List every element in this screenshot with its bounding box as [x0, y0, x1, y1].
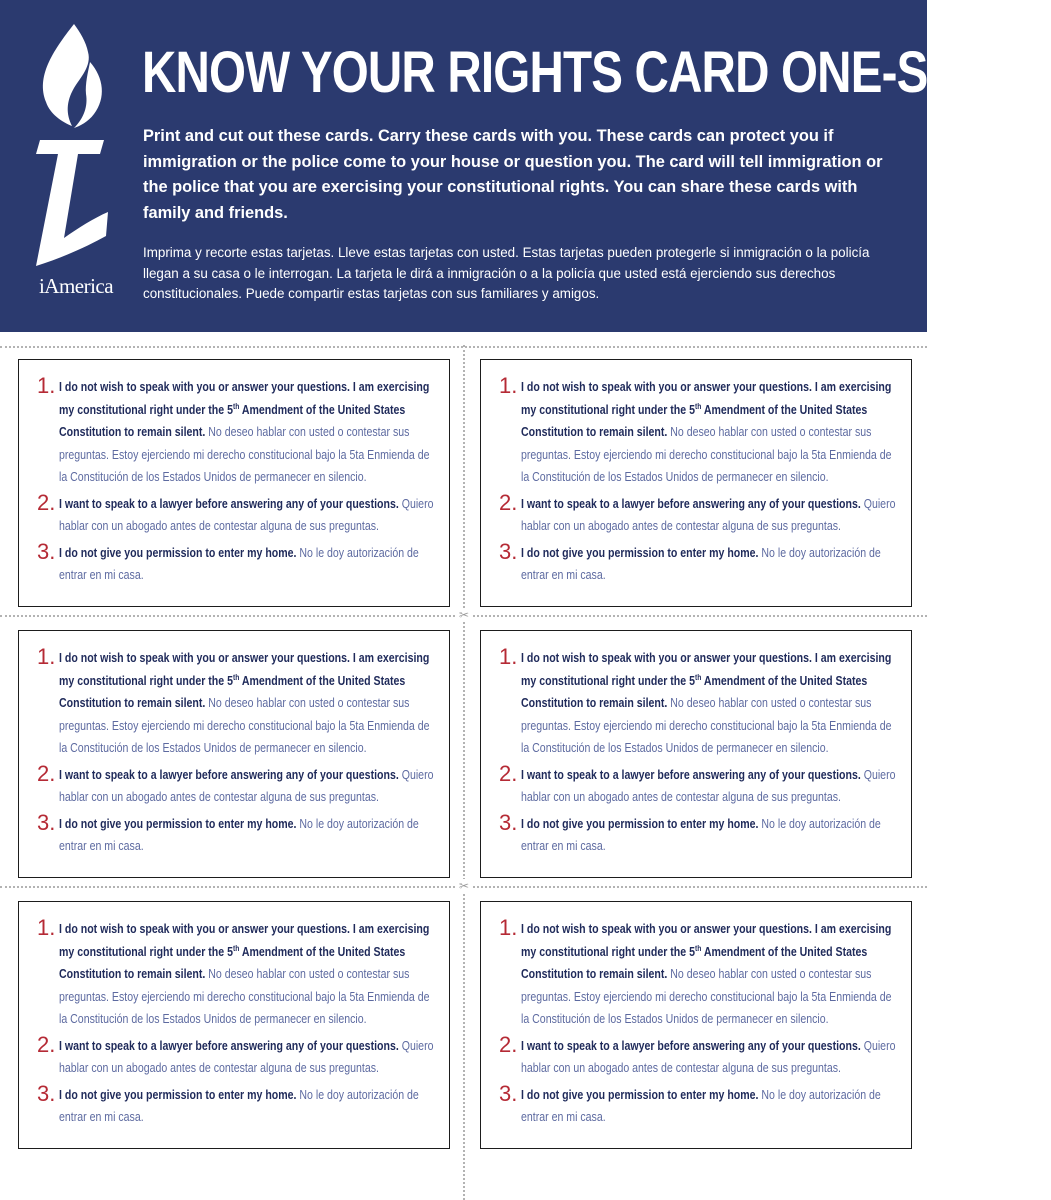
- card-item-3: [499, 538, 901, 587]
- card-item-2: [499, 1031, 901, 1080]
- spanish-text: No le doy autorización de entrar en mi casa.: [59, 545, 419, 582]
- item-number: 3.: [499, 809, 518, 835]
- scissors-icon: ✂: [456, 608, 472, 622]
- ordinal-suffix: th: [694, 401, 702, 411]
- page-title: KNOW YOUR RIGHTS CARD ONE-SHEET: [142, 40, 1051, 105]
- spanish-text: No le doy autorización de entrar en mi casa.: [521, 545, 881, 582]
- card-item-1: [499, 644, 901, 760]
- spanish-text: Quiero hablar con un abogado antes de contestar alguna de sus preguntas.: [521, 767, 896, 804]
- english-text: Amendment of the United States Constitution to remain silent.: [521, 402, 868, 439]
- spanish-text: No deseo hablar con usted o contestar sus preguntas. Estoy ejerciendo mi derecho constitucional bajo la 5ta Enmienda de la Constitución de los Estados Unidos de permanecer en silencio.: [59, 425, 430, 484]
- rights-card: [18, 630, 450, 878]
- item-number: 3.: [499, 1080, 518, 1106]
- item-number: 2.: [37, 489, 56, 515]
- english-text: I do not wish to speak with you or answer your questions. I am exercising my constitutional right under the 5: [59, 380, 430, 417]
- item-number: 3.: [37, 538, 56, 564]
- item-number: 1.: [499, 644, 518, 669]
- card-item-2: [37, 489, 439, 538]
- ordinal-suffix: th: [694, 943, 702, 953]
- spanish-text: No le doy autorización de entrar en mi casa.: [59, 1087, 419, 1124]
- item-text: [521, 1035, 901, 1080]
- item-text: [59, 813, 439, 858]
- card-item-3: [499, 809, 901, 858]
- spanish-text: Quiero hablar con un abogado antes de contestar alguna de sus preguntas.: [59, 767, 434, 804]
- english-text: I do not give you permission to enter my home.: [59, 816, 297, 831]
- english-text: I do not wish to speak with you or answer your questions. I am exercising my constitutional right under the 5: [59, 922, 430, 959]
- spanish-text: No deseo hablar con usted o contestar sus preguntas. Estoy ejerciendo mi derecho constitucional bajo la 5ta Enmienda de la Constitución de los Estados Unidos de permanecer en silencio.: [59, 696, 430, 755]
- rights-card: [480, 630, 912, 878]
- rights-card: [18, 901, 450, 1149]
- english-text: I want to speak to a lawyer before answering any of your questions.: [521, 767, 861, 782]
- spanish-text: Quiero hablar con un abogado antes de contestar alguna de sus preguntas.: [521, 496, 896, 533]
- card-item-1: [37, 373, 439, 489]
- header-banner: [0, 0, 1051, 332]
- rights-card: [480, 359, 912, 607]
- spanish-text: Quiero hablar con un abogado antes de contestar alguna de sus preguntas.: [59, 496, 434, 533]
- spanish-text: No le doy autorización de entrar en mi casa.: [521, 1087, 881, 1124]
- card-item-1: [37, 915, 439, 1031]
- english-text: Amendment of the United States Constitution to remain silent.: [59, 402, 406, 439]
- english-text: I want to speak to a lawyer before answering any of your questions.: [59, 496, 399, 511]
- card-item-3: [37, 538, 439, 587]
- item-number: 3.: [499, 538, 518, 564]
- item-text: [521, 918, 901, 1031]
- ordinal-suffix: th: [232, 672, 240, 682]
- english-text: Amendment of the United States Constitution to remain silent.: [59, 673, 406, 710]
- english-text: I want to speak to a lawyer before answering any of your questions.: [59, 767, 399, 782]
- english-text: I do not wish to speak with you or answer your questions. I am exercising my constitutional right under the 5: [59, 651, 430, 688]
- spanish-text: No le doy autorización de entrar en mi casa.: [521, 816, 881, 853]
- item-text: [521, 493, 901, 538]
- logo-wordmark: iAmerica: [38, 274, 114, 298]
- item-number: 2.: [499, 1031, 518, 1057]
- item-text: [521, 764, 901, 809]
- item-number: 2.: [499, 489, 518, 515]
- spanish-text: No deseo hablar con usted o contestar sus preguntas. Estoy ejerciendo mi derecho constitucional bajo la 5ta Enmienda de la Constitución de los Estados Unidos de permanecer en silencio.: [59, 967, 430, 1026]
- card-item-2: [499, 489, 901, 538]
- english-text: I do not give you permission to enter my home.: [521, 545, 759, 560]
- item-text: [59, 542, 439, 587]
- english-text: I do not give you permission to enter my home.: [59, 1087, 297, 1102]
- item-text: [521, 376, 901, 489]
- english-text: I do not wish to speak with you or answer your questions. I am exercising my constitutional right under the 5: [521, 651, 892, 688]
- item-text: [59, 1084, 439, 1129]
- ordinal-suffix: th: [232, 943, 240, 953]
- english-text: I want to speak to a lawyer before answering any of your questions.: [59, 1038, 399, 1053]
- intro-english: Print and cut out these cards. Carry these cards with you. These cards can protect you if immigration or the police come to your house or question you. The card will tell immigration or the police that you are exercising your constitutional rights. You can share these cards with family and friends.: [143, 127, 883, 222]
- card-item-3: [37, 809, 439, 858]
- ordinal-suffix: th: [694, 672, 702, 682]
- rights-card: [480, 901, 912, 1149]
- english-text: Amendment of the United States Constitution to remain silent.: [521, 673, 868, 710]
- torch-logo-icon: [22, 22, 126, 272]
- english-text: I want to speak to a lawyer before answering any of your questions.: [521, 496, 861, 511]
- item-text: [521, 1084, 901, 1129]
- item-text: [521, 813, 901, 858]
- card-item-1: [499, 915, 901, 1031]
- spanish-text: No deseo hablar con usted o contestar sus preguntas. Estoy ejerciendo mi derecho constitucional bajo la 5ta Enmienda de la Constitución de los Estados Unidos de permanecer en silencio.: [521, 967, 892, 1026]
- item-number: 3.: [37, 1080, 56, 1106]
- item-text: [521, 647, 901, 760]
- item-number: 2.: [499, 760, 518, 786]
- item-number: 1.: [37, 644, 56, 669]
- english-text: I do not wish to speak with you or answer your questions. I am exercising my constitutional right under the 5: [521, 380, 892, 417]
- spanish-text: No deseo hablar con usted o contestar sus preguntas. Estoy ejerciendo mi derecho constitucional bajo la 5ta Enmienda de la Constitución de los Estados Unidos de permanecer en silencio.: [521, 425, 892, 484]
- english-text: I want to speak to a lawyer before answering any of your questions.: [521, 1038, 861, 1053]
- spanish-text: Quiero hablar con un abogado antes de contestar alguna de sus preguntas.: [521, 1038, 896, 1075]
- card-item-2: [37, 760, 439, 809]
- item-text: [59, 1035, 439, 1080]
- item-text: [59, 493, 439, 538]
- item-number: 2.: [37, 760, 56, 786]
- item-number: 2.: [37, 1031, 56, 1057]
- card-item-3: [499, 1080, 901, 1129]
- item-text: [59, 376, 439, 489]
- item-number: 1.: [499, 915, 518, 940]
- intro-spanish: Imprima y recorte estas tarjetas. Lleve estas tarjetas con usted. Estas tarjetas pueden protegerle si inmigración o la policía llegan a su casa o le interrogan. La tarjeta le dirá a inmigración o a la policía que usted está ejerciendo sus derechos constitucionales. Puede compartir estas tarjetas con sus familiares y amigos.: [143, 245, 870, 301]
- card-item-1: [37, 644, 439, 760]
- card-item-3: [37, 1080, 439, 1129]
- item-number: 1.: [499, 373, 518, 398]
- item-text: [59, 918, 439, 1031]
- iamerica-logo: [22, 22, 126, 312]
- item-text: [521, 542, 901, 587]
- card-item-2: [499, 760, 901, 809]
- spanish-text: No deseo hablar con usted o contestar sus preguntas. Estoy ejerciendo mi derecho constitucional bajo la 5ta Enmienda de la Constitución de los Estados Unidos de permanecer en silencio.: [521, 696, 892, 755]
- spanish-text: No le doy autorización de entrar en mi casa.: [59, 816, 419, 853]
- english-text: Amendment of the United States Constitution to remain silent.: [521, 944, 868, 981]
- item-number: 1.: [37, 915, 56, 940]
- item-number: 3.: [37, 809, 56, 835]
- english-text: I do not give you permission to enter my home.: [59, 545, 297, 560]
- scissors-icon: ✂: [456, 879, 472, 893]
- item-text: [59, 764, 439, 809]
- card-item-1: [499, 373, 901, 489]
- item-number: 1.: [37, 373, 56, 398]
- cut-line-vertical: [463, 345, 465, 1200]
- english-text: Amendment of the United States Constitution to remain silent.: [59, 944, 406, 981]
- item-text: [59, 647, 439, 760]
- ordinal-suffix: th: [232, 401, 240, 411]
- english-text: I do not give you permission to enter my home.: [521, 816, 759, 831]
- spanish-text: Quiero hablar con un abogado antes de contestar alguna de sus preguntas.: [59, 1038, 434, 1075]
- card-item-2: [37, 1031, 439, 1080]
- english-text: I do not wish to speak with you or answer your questions. I am exercising my constitutional right under the 5: [521, 922, 892, 959]
- english-text: I do not give you permission to enter my home.: [521, 1087, 759, 1102]
- rights-card: [18, 359, 450, 607]
